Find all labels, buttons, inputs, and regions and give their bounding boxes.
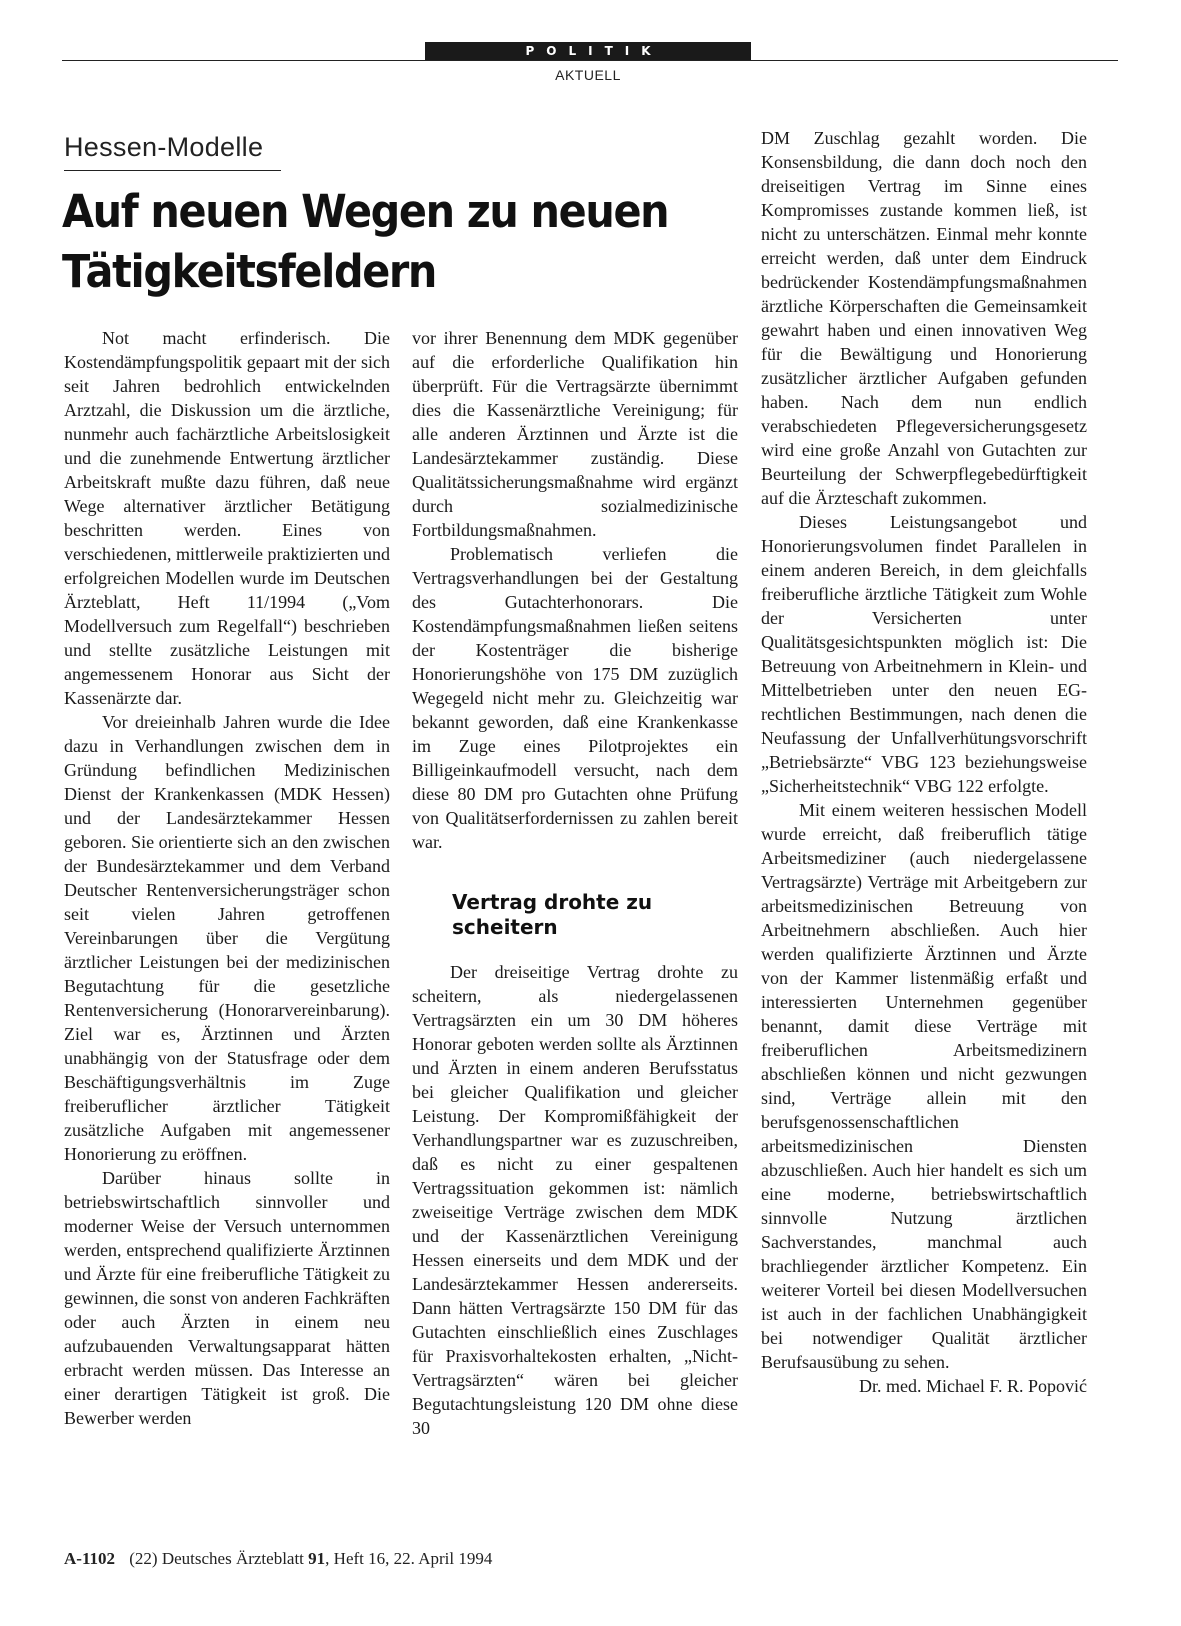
- column-1: [64, 326, 390, 1430]
- article-author: Dr. med. Michael F. R. Popović: [858, 1376, 1087, 1396]
- paragraph: vor ihrer Benennung dem MDK gegenüber auf die erforderliche Qualifikation hin überprüft. Für die Vertragsärzte übernimmt dies die Kassenärztliche Vereinigung; für alle anderen Ärztinnen und Ärzte ist die Landesärztekammer zuständig. Diese Qualitätssicherungsmaßnahme wird ergänzt durch sozialmedizinische Fortbildungsmaßnahmen.: [412, 328, 738, 540]
- page-footer: [64, 1549, 492, 1569]
- subsection-label: AKTUELL: [555, 67, 621, 83]
- article-headline: Auf neuen Wegen zu neuen Tätigkeitsfeldern: [62, 185, 669, 298]
- article-kicker: Hessen-Modelle: [64, 132, 264, 162]
- kicker-rule: [64, 170, 281, 171]
- paragraph: Dieses Leistungsangebot und Honorierungsvolumen findet Parallelen in einem anderen Bereich, in dem gleichfalls freiberufliche ärztliche Tätigkeit zum Wohle der Versicherten unter Qualitätsgesichtspunkten möglich ist: Die Betreuung von Arbeitnehmern in Klein- und Mittelbetrieben unter den neuen EG-rechtlichen Bestimmungen, nach denen die Neufassung der Unfallverhütungsvorschrift „Betriebsärzte“ VBG 123 beziehungsweise „Sicherheitstechnik“ VBG 122 erfolgte.: [761, 512, 1087, 796]
- paragraph: Mit einem weiteren hessischen Modell wurde erreicht, daß freiberuflich tätige Arbeitsmediziner (auch niedergelassene Vertragsärzte) Verträge mit Arbeitgebern zur arbeitsmedizinischen Betreuung von Arbeitnehmern abschließen. Auch hier werden qualifizierte Ärztinnen und Ärzte von der Kammer listenmäßig erfaßt und interessierten Unternehmen gegenüber benannt, damit diese Verträge mit freiberuflichen Arbeitsmedizinern abschließen können und nicht gezwungen sind, Verträge allein mit den berufsgenossenschaftlichen arbeitsmedizinischen Diensten abzuschließen. Auch hier handelt es sich um eine moderne, betriebswirtschaftlich sinnvolle Nutzung ärztlichen Sachverstandes, manchmal auch brachliegender ärztlicher Kompetenz. Ein weiterer Vorteil bei diesen Modellversuchen ist auch in der fachlichen Unabhängigkeit bei notwendiger Qualität ärztlicher Berufsausübung zu sehen.: [761, 800, 1087, 1372]
- column-3: [761, 126, 1087, 1398]
- issue-info: , Heft 16, 22. April 1994: [325, 1549, 493, 1568]
- paragraph: Der dreiseitige Vertrag drohte zu scheitern, als niedergelassenen Vertragsärzten ein um 30 DM höheres Honorar geboten werden sollte als Ärztinnen und Ärzten in einem anderen Berufsstatus bei gleicher Qualifikation und gleicher Leistung. Der Kompromißfähigkeit der Verhandlungspartner war es zuzuschreiben, daß es nicht zu einer gespaltenen Vertragssituation gekommen ist: nämlich zweiseitige Verträge zwischen dem MDK und der Kassenärztlichen Vereinigung Hessen einerseits und dem MDK und der Landesärztekammer Hessen andererseits. Dann hätten Vertragsärzte 150 DM für das Gutachten einschließlich eines Zuschlages für Praxisvorhaltekosten erhalten, „Nicht-Vertragsärzten“ wären bei gleicher Begutachtungsleistung 120 DM ohne diese 30: [412, 962, 738, 1438]
- publication-name: (22) Deutsches Ärzteblatt: [129, 1549, 304, 1568]
- volume-number: 91: [308, 1549, 326, 1568]
- paragraph: Problematisch verliefen die Vertragsverhandlungen bei der Gestaltung des Gutachterhonorars. Die Kostendämpfungsmaßnahmen ließen seitens der Kostenträger die bisherige Honorierungshöhe von 175 DM zuzüglich Wegegeld nicht mehr zu. Gleichzeitig war bekannt geworden, daß eine Krankenkasse im Zuge eines Pilotprojektes ein Billigeinkaufmodell versucht, nach dem diese 80 DM pro Gutachten ohne Prüfung von Qualitätserfordernissen zu zahlen bereit war.: [412, 544, 738, 852]
- paragraph: Darüber hinaus sollte in betriebswirtschaftlich sinnvoller und moderner Weise der Versuch unternommen werden, entsprechend qualifizierte Ärztinnen und Ärzte für eine freiberufliche Tätigkeit zu gewinnen, die sonst von anderen Fachkräften oder auch Ärzten in einem neu aufzubauenden Verwaltungsapparat hätten erbracht werden müssen. Das Interesse an einer derartigen Tätigkeit ist groß. Die Bewerber werden: [64, 1168, 390, 1428]
- paragraph: DM Zuschlag gezahlt worden. Die Konsensbildung, die dann doch noch den dreiseitigen Vertrag im Sinne eines Kompromisses zustande kommen ließ, ist nicht zu unterschätzen. Einmal mehr konnte erreicht werden, daß unter dem Eindruck bedrückender Kostendämpfungsmaßnahmen ärztliche Körperschaften die Gemeinsamkeit gewahrt haben und einen innovativen Weg für die Bewältigung und Honorierung zusätzlicher ärztlicher Aufgaben gefunden haben. Nach dem nun endlich verabschiedeten Pflegeversicherungsgesetz wird eine große Anzahl von Gutachten zur Beurteilung der Schwerpflegebedürftigkeit auf die Ärzteschaft zukommen.: [761, 128, 1087, 508]
- header-rule: [62, 60, 1118, 61]
- section-subheading: Vertrag drohte zu scheitern: [452, 890, 653, 939]
- page-number: A-1102: [64, 1549, 115, 1568]
- paragraph: Vor dreieinhalb Jahren wurde die Idee dazu in Verhandlungen zwischen dem in Gründung befindlichen Medizinischen Dienst der Krankenkassen (MDK Hessen) und der Landesärztekammer Hessen geboren. Sie orientierte sich an den zwischen der Bundesärztekammer und dem Verband Deutscher Rentenversicherungsträger schon seit vielen Jahren getroffenen Vereinbarungen über die Vergütung ärztlicher Leistungen bei der medizinischen Begutachtung für die gesetzliche Rentenversicherung (Honorarvereinbarung). Ziel war es, Ärztinnen und Ärzten unabhängig von der Statusfrage oder dem Beschäftigungsverhältnis im Zuge freiberuflicher ärztlicher Tätigkeit zusätzliche Aufgaben mit angemessener Honorierung zu eröffnen.: [64, 712, 390, 1164]
- column-2: [412, 326, 738, 1440]
- section-label: POLITIK: [425, 42, 751, 61]
- paragraph: Not macht erfinderisch. Die Kostendämpfungspolitik gepaart mit der sich seit Jahren bedrohlich entwickelnden Arztzahl, die Diskussion um die ärztliche, nunmehr auch fachärztliche Arbeitslosigkeit und die zunehmende Entwertung ärztlicher Arbeitskraft mußte dazu führen, daß neue Wege alternativer ärztlicher Betätigung beschritten werden. Eines von verschiedenen, mittlerweile praktizierten und erfolgreichen Modellen wurde im Deutschen Ärzteblatt, Heft 11/1994 („Vom Modellversuch zum Regelfall“) beschrieben und stellte zusätzliche Leistungen mit angemessenem Honorar aus Sicht der Kassenärzte dar.: [64, 328, 390, 708]
